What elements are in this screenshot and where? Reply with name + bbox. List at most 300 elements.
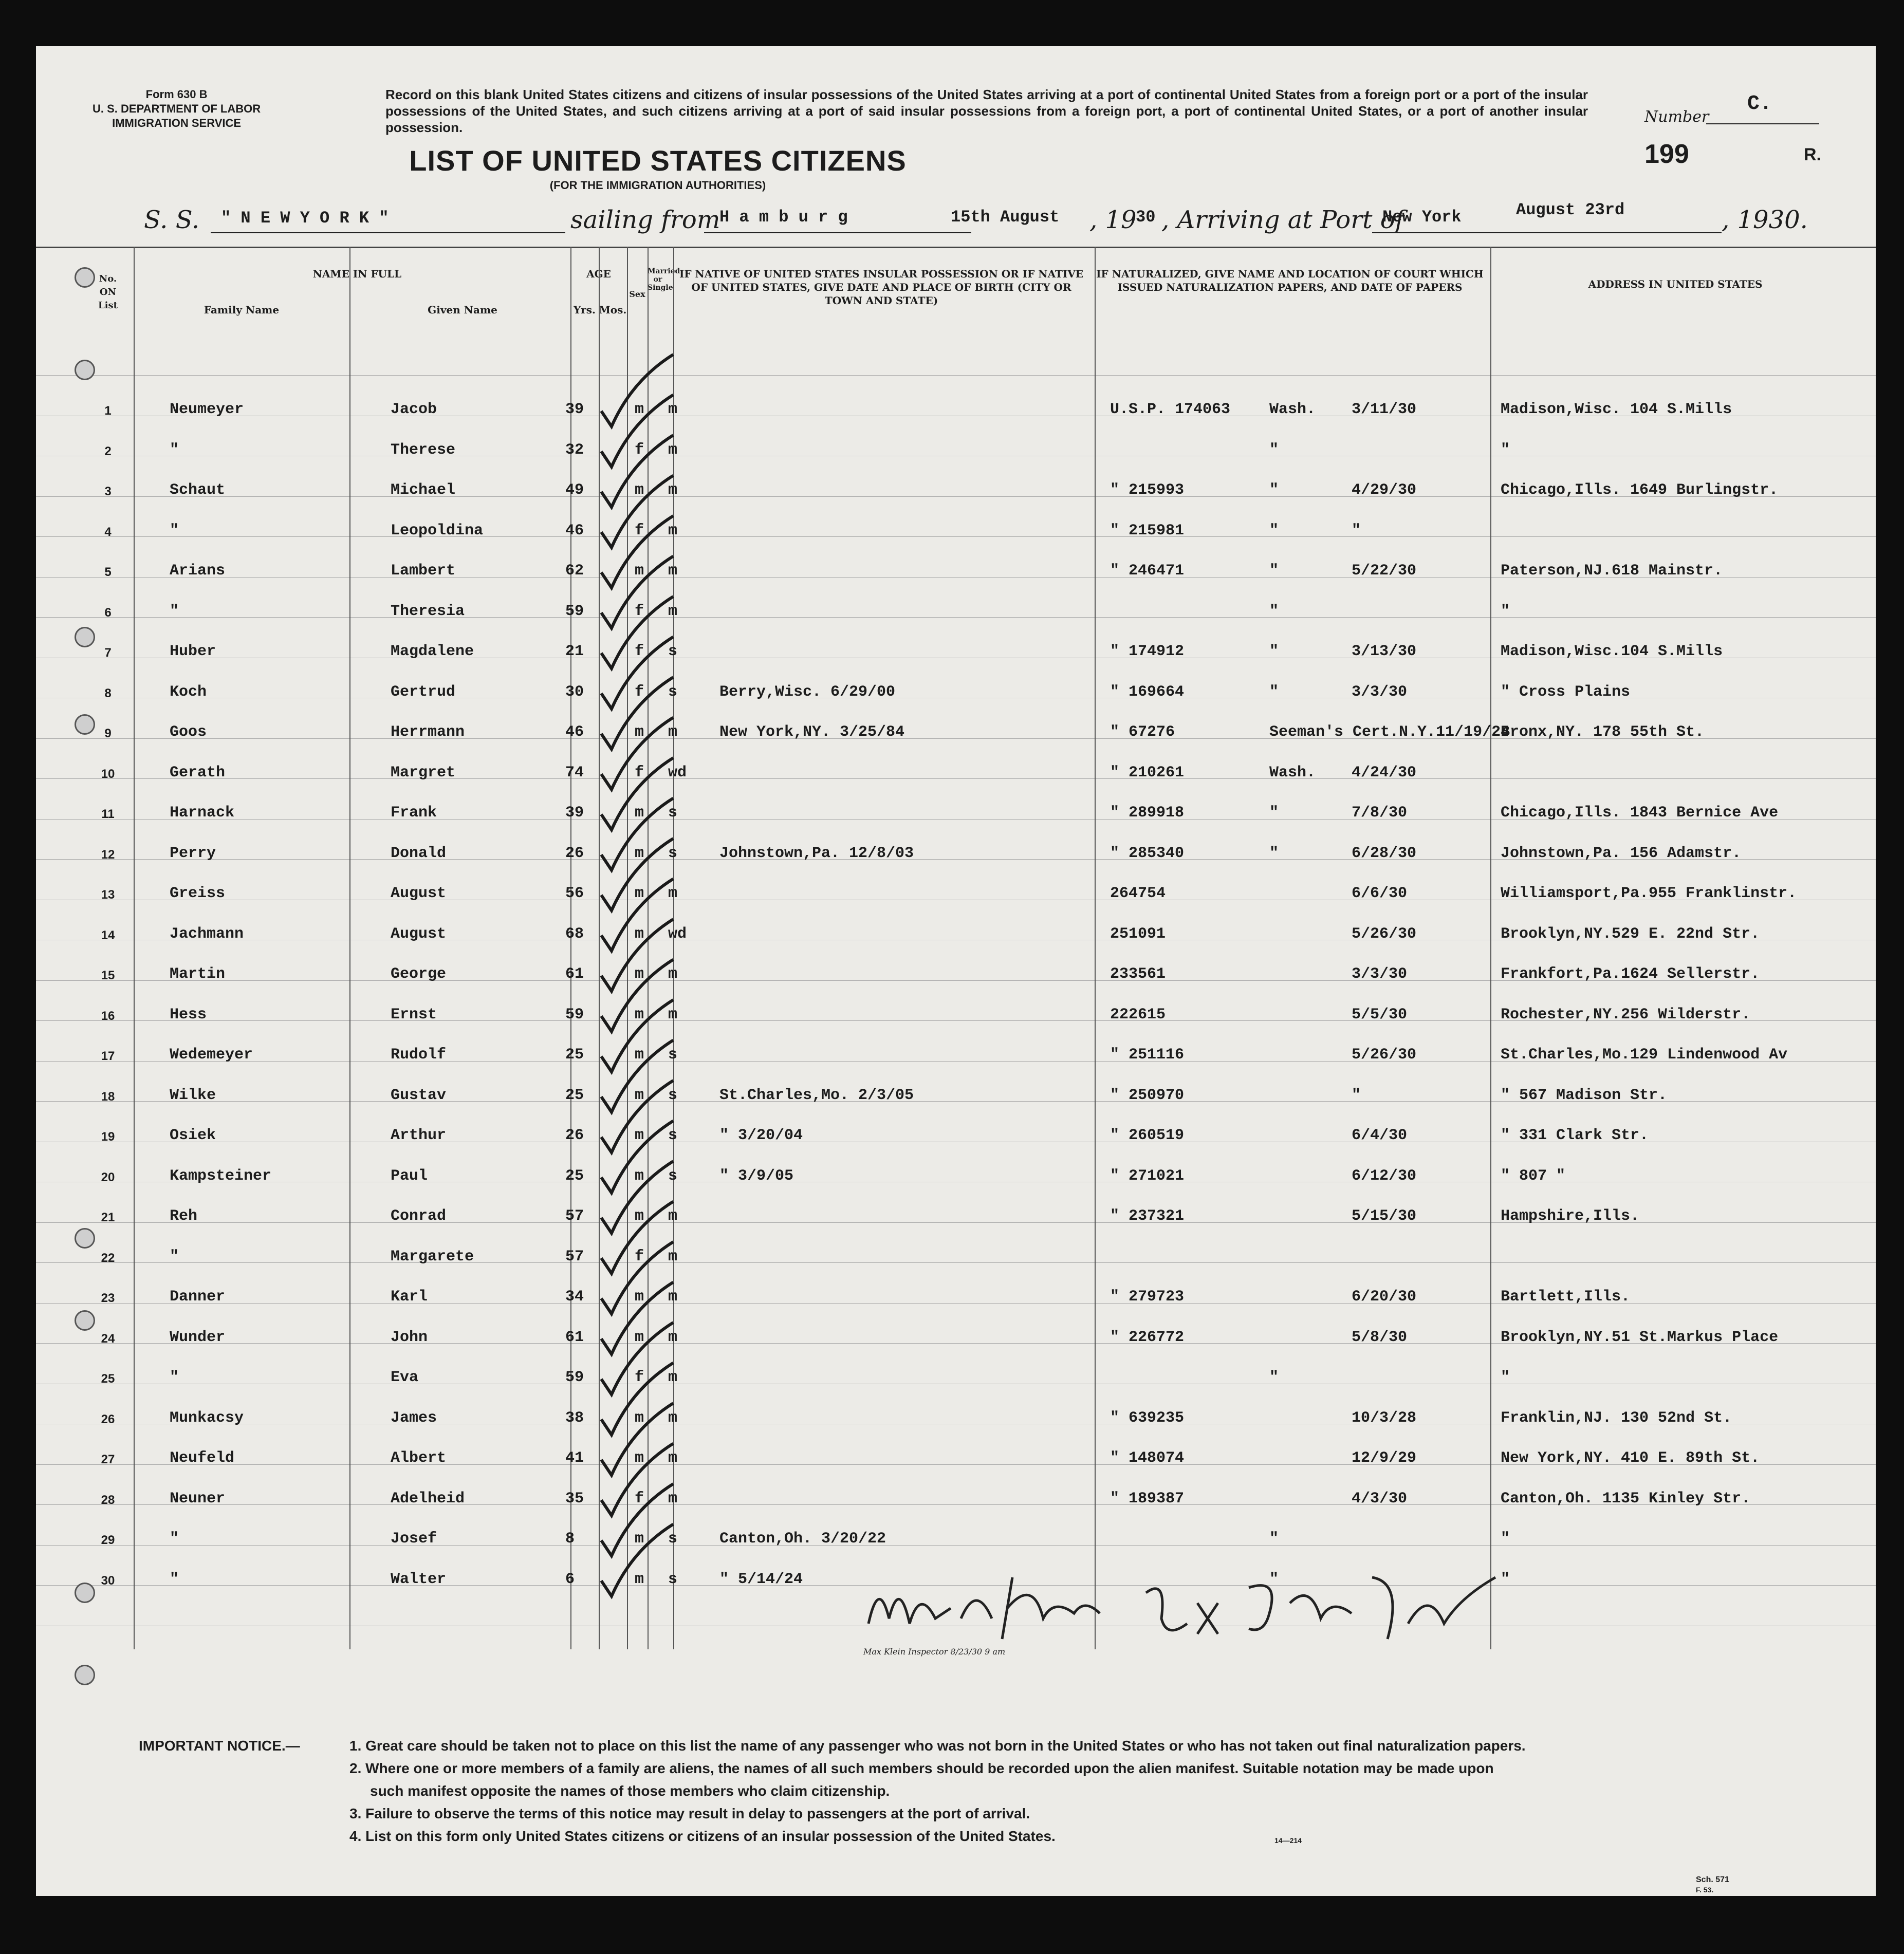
- cell-cert: " 226772: [1110, 1328, 1185, 1346]
- cell-cert: 222615: [1110, 1006, 1166, 1023]
- cell-court: ": [1269, 481, 1279, 499]
- check-mark: [601, 435, 673, 507]
- cell-no: 3: [104, 485, 112, 498]
- cell-yrs: 21: [565, 643, 584, 660]
- sailing-date: 15th August: [951, 208, 1060, 227]
- cell-cert: " 67276: [1110, 723, 1175, 741]
- cell-sex: f: [635, 683, 644, 701]
- notice-item-3: 3. Failure to observe the terms of this notice may result in delay to passengers at the port of arrival.: [349, 1806, 1030, 1821]
- header-age: AGE: [586, 268, 611, 280]
- cell-address: ": [1501, 1530, 1510, 1548]
- cell-family: Munkacsy: [170, 1409, 244, 1427]
- cell-birth: Canton,Oh. 3/20/22: [719, 1530, 886, 1548]
- cell-cert: " 639235: [1110, 1409, 1185, 1427]
- cell-ms: m: [668, 1207, 678, 1225]
- cell-given: Eva: [391, 1369, 419, 1386]
- header-given-name: Given Name: [428, 304, 497, 316]
- cell-court: ": [1269, 562, 1279, 580]
- cell-given: Therese: [391, 441, 456, 459]
- page-suffix: R.: [1804, 145, 1821, 164]
- cell-given: Walter: [391, 1570, 447, 1588]
- cell-yrs: 59: [565, 602, 584, 620]
- cell-no: 9: [104, 727, 112, 740]
- cell-ms: s: [668, 1570, 678, 1588]
- cell-family: Gerath: [170, 764, 226, 781]
- department-name: U. S. DEPARTMENT OF LABOR: [93, 102, 261, 115]
- cell-sex: m: [635, 1127, 644, 1144]
- punch-hole: [75, 360, 95, 380]
- cell-cert: " 279723: [1110, 1288, 1185, 1306]
- cell-given: George: [391, 965, 447, 983]
- cell-given: Margret: [391, 764, 456, 781]
- cell-yrs: 57: [565, 1248, 584, 1266]
- number-value: C.: [1747, 92, 1772, 116]
- cell-yrs: 39: [565, 804, 584, 822]
- check-mark: [601, 476, 673, 548]
- cell-court: ": [1269, 522, 1279, 539]
- cell-date: 6/20/30: [1352, 1288, 1417, 1306]
- schedule-form: F. 53.: [1696, 1886, 1714, 1894]
- cell-court: ": [1269, 804, 1279, 822]
- cell-date: 6/4/30: [1352, 1127, 1408, 1144]
- cell-no: 23: [101, 1291, 115, 1305]
- cell-address: Madison,Wisc. 104 S.Mills: [1501, 401, 1732, 418]
- cell-birth: New York,NY. 3/25/84: [719, 723, 905, 741]
- cell-address: Franklin,NJ. 130 52nd St.: [1501, 1409, 1732, 1427]
- cell-ms: m: [668, 481, 678, 499]
- cell-sex: m: [635, 401, 644, 418]
- cell-no: 29: [101, 1533, 115, 1547]
- cell-birth: St.Charles,Mo. 2/3/05: [719, 1086, 914, 1104]
- cell-ms: s: [668, 683, 678, 701]
- cell-family: Perry: [170, 844, 216, 862]
- header-married: Married or Single: [648, 267, 680, 292]
- check-mark: [601, 1524, 673, 1596]
- schedule-number: Sch. 571: [1696, 1875, 1729, 1884]
- cell-no: 2: [104, 444, 112, 458]
- cell-family: ": [170, 1369, 179, 1386]
- cell-family: Jachmann: [170, 925, 244, 943]
- cell-family: Arians: [170, 562, 226, 580]
- notice-item-4: 4. List on this form only United States citizens or citizens of an insular possession of the United States.: [349, 1828, 1056, 1844]
- cell-sex: m: [635, 1086, 644, 1104]
- page-title: LIST OF UNITED STATES CITIZENS: [409, 144, 907, 177]
- check-mark: [601, 516, 673, 588]
- punch-hole: [75, 1228, 95, 1249]
- cell-ms: m: [668, 441, 678, 459]
- cell-yrs: 57: [565, 1207, 584, 1225]
- cell-no: 15: [101, 969, 115, 982]
- cell-ms: m: [668, 1409, 678, 1427]
- cell-cert: U.S.P. 174063: [1110, 401, 1231, 418]
- cell-sex: m: [635, 965, 644, 983]
- cell-given: James: [391, 1409, 437, 1427]
- cell-address: Paterson,NJ.618 Mainstr.: [1501, 562, 1723, 580]
- cell-no: 30: [101, 1573, 115, 1588]
- cell-ms: m: [668, 1248, 678, 1266]
- cell-given: Albert: [391, 1449, 447, 1467]
- cell-ms: m: [668, 602, 678, 620]
- cell-sex: m: [635, 1449, 644, 1467]
- cell-no: 8: [104, 686, 112, 700]
- check-mark: [601, 597, 673, 668]
- cell-no: 6: [104, 605, 112, 620]
- check-mark: [601, 1000, 673, 1072]
- check-mark: [601, 879, 673, 951]
- cell-yrs: 61: [565, 965, 584, 983]
- cell-yrs: 61: [565, 1328, 584, 1346]
- cell-sex: m: [635, 1167, 644, 1185]
- cell-yrs: 26: [565, 844, 584, 862]
- cell-date: 3/3/30: [1352, 683, 1408, 701]
- cell-sex: m: [635, 562, 644, 580]
- check-mark: [601, 395, 673, 467]
- cell-family: Martin: [170, 965, 226, 983]
- cell-birth: Berry,Wisc. 6/29/00: [719, 683, 896, 701]
- header-no: No. ON List: [98, 273, 118, 311]
- cell-yrs: 35: [565, 1490, 584, 1508]
- cell-ms: wd: [668, 925, 687, 943]
- cell-family: Danner: [170, 1288, 226, 1306]
- cell-cert: " 289918: [1110, 804, 1185, 822]
- cell-address: " 331 Clark Str.: [1501, 1127, 1649, 1144]
- cell-ms: s: [668, 1086, 678, 1104]
- check-mark: [601, 1202, 673, 1274]
- cell-date: 5/5/30: [1352, 1006, 1408, 1023]
- cell-no: 26: [101, 1412, 115, 1426]
- cell-ms: s: [668, 1167, 678, 1185]
- cell-cert: " 169664: [1110, 683, 1185, 701]
- header-family-name: Family Name: [204, 304, 280, 316]
- cell-given: Donald: [391, 844, 447, 862]
- cell-given: Josef: [391, 1530, 437, 1548]
- cell-date: 5/22/30: [1352, 562, 1417, 580]
- cell-sex: m: [635, 1207, 644, 1225]
- cell-address: Bartlett,Ills.: [1501, 1288, 1631, 1306]
- cell-ms: m: [668, 885, 678, 902]
- cell-yrs: 41: [565, 1449, 584, 1467]
- check-mark: [601, 637, 673, 709]
- cell-address: Canton,Oh. 1135 Kinley Str.: [1501, 1490, 1751, 1508]
- cell-birth: " 5/14/24: [719, 1570, 803, 1588]
- cell-ms: s: [668, 1530, 678, 1548]
- cell-yrs: 8: [565, 1530, 575, 1548]
- cell-ms: m: [668, 1449, 678, 1467]
- cell-date: 5/15/30: [1352, 1207, 1417, 1225]
- cell-ms: wd: [668, 764, 687, 781]
- cell-no: 13: [101, 888, 115, 902]
- print-code: 14—214: [1274, 1836, 1302, 1845]
- cell-ms: m: [668, 522, 678, 539]
- cell-given: Leopoldina: [391, 522, 484, 539]
- cell-family: Greiss: [170, 885, 226, 902]
- inspector-signature: [858, 1547, 1506, 1660]
- form-number: Form 630 B: [145, 88, 208, 101]
- header-yrs: Yrs.: [573, 304, 596, 316]
- cell-date: 6/12/30: [1352, 1167, 1417, 1185]
- cell-sex: m: [635, 1328, 644, 1346]
- sailing-label: sailing from: [570, 206, 720, 234]
- cell-given: August: [391, 925, 447, 943]
- cell-yrs: 30: [565, 683, 584, 701]
- check-mark: [601, 1121, 673, 1193]
- cell-yrs: 39: [565, 401, 584, 418]
- cell-given: Gertrud: [391, 683, 456, 701]
- cell-sex: m: [635, 1409, 644, 1427]
- arriving-label: , Arriving at Port of: [1161, 206, 1404, 234]
- check-mark: [601, 355, 673, 426]
- header-address: ADDRESS IN UNITED STATES: [1588, 278, 1763, 290]
- cell-ms: s: [668, 643, 678, 660]
- cell-sex: m: [635, 1046, 644, 1064]
- cell-given: Gustav: [391, 1086, 447, 1104]
- cell-date: 4/24/30: [1352, 764, 1417, 781]
- cell-ms: s: [668, 844, 678, 862]
- cell-address: " 567 Madison Str.: [1501, 1086, 1668, 1104]
- cell-given: Lambert: [391, 562, 456, 580]
- cell-sex: f: [635, 602, 644, 620]
- number-label: Number: [1644, 108, 1709, 126]
- cell-no: 12: [101, 847, 115, 862]
- check-mark: [601, 718, 673, 790]
- cell-sex: m: [635, 1530, 644, 1548]
- cell-cert: " 215981: [1110, 522, 1185, 539]
- cell-date: 12/9/29: [1352, 1449, 1417, 1467]
- sailing-year: 30: [1136, 208, 1156, 227]
- cell-address: " 807 ": [1501, 1167, 1566, 1185]
- ss-label: S. S.: [144, 206, 200, 234]
- cell-no: 5: [104, 565, 112, 579]
- notice-label: IMPORTANT NOTICE.—: [139, 1738, 300, 1754]
- cell-sex: m: [635, 844, 644, 862]
- manifest-page: [36, 46, 1876, 1896]
- notice-item-2-cont: such manifest opposite the names of those members who claim citizenship.: [370, 1783, 890, 1799]
- punch-hole: [75, 267, 95, 288]
- cell-sex: m: [635, 885, 644, 902]
- cell-yrs: 46: [565, 522, 584, 539]
- cell-cert: " 174912: [1110, 643, 1185, 660]
- cell-yrs: 25: [565, 1046, 584, 1064]
- cell-court: ": [1269, 1530, 1279, 1548]
- cell-cert: " 251116: [1110, 1046, 1185, 1064]
- cell-sex: m: [635, 925, 644, 943]
- check-mark: [601, 960, 673, 1032]
- record-instructions: Record on this blank United States citizens and citizens of insular possessions of the United States arriving at a port of continental United States from a foreign port or a port of the insular possessions of the United States, and such citizens arriving at a port of said insular possessions from a foreign port, a port of continental United States, or a port of another insular possession.: [385, 87, 1588, 135]
- punch-hole: [75, 627, 95, 647]
- cell-yrs: 68: [565, 925, 584, 943]
- cell-given: Frank: [391, 804, 437, 822]
- cell-given: August: [391, 885, 447, 902]
- cell-cert: 251091: [1110, 925, 1166, 943]
- cell-address: Brooklyn,NY.529 E. 22nd Str.: [1501, 925, 1760, 943]
- cell-court: ": [1269, 441, 1279, 459]
- cell-sex: f: [635, 441, 644, 459]
- cell-cert: " 210261: [1110, 764, 1185, 781]
- header-native: IF NATIVE OF UNITED STATES INSULAR POSSESSION OR IF NATIVE OF UNITED STATES, GIVE DATE AND PLACE OF BIRTH (CITY OR TOWN AND STATE): [679, 268, 1083, 307]
- cell-sex: m: [635, 804, 644, 822]
- cell-yrs: 38: [565, 1409, 584, 1427]
- cell-address: Williamsport,Pa.955 Franklinstr.: [1501, 885, 1797, 902]
- cell-family: ": [170, 522, 179, 539]
- cell-no: 7: [104, 646, 112, 660]
- cell-date: 5/8/30: [1352, 1328, 1408, 1346]
- cell-cert: " 189387: [1110, 1490, 1185, 1508]
- cell-sex: m: [635, 481, 644, 499]
- cell-family: Osiek: [170, 1127, 216, 1144]
- cell-cert: 233561: [1110, 965, 1166, 983]
- cell-cert: " 260519: [1110, 1127, 1185, 1144]
- cell-ms: s: [668, 804, 678, 822]
- cell-family: Reh: [170, 1207, 198, 1225]
- cell-court: ": [1269, 1570, 1279, 1588]
- check-mark: [601, 1040, 673, 1112]
- cell-family: ": [170, 1570, 179, 1588]
- cell-ms: s: [668, 1127, 678, 1144]
- cell-sex: f: [635, 1490, 644, 1508]
- cell-address: Johnstown,Pa. 156 Adamstr.: [1501, 844, 1742, 862]
- cell-family: Huber: [170, 643, 216, 660]
- cell-yrs: 49: [565, 481, 584, 499]
- cell-no: 18: [101, 1089, 115, 1104]
- cell-court: ": [1269, 683, 1279, 701]
- cell-court: ": [1269, 602, 1279, 620]
- year-prefix: , 19: [1089, 206, 1137, 234]
- cell-given: Herrmann: [391, 723, 465, 741]
- cell-no: 4: [104, 525, 112, 539]
- cell-family: Schaut: [170, 481, 226, 499]
- cell-court: ": [1269, 844, 1279, 862]
- punch-hole: [75, 1583, 95, 1603]
- cell-no: 14: [101, 928, 115, 942]
- cell-yrs: 25: [565, 1086, 584, 1104]
- check-mark: [601, 1403, 673, 1475]
- cell-cert: 264754: [1110, 885, 1166, 902]
- cell-given: Ernst: [391, 1006, 437, 1023]
- check-mark: [601, 919, 673, 991]
- cell-address: Bronx,NY. 178 55th St.: [1501, 723, 1705, 741]
- cell-date: 7/8/30: [1352, 804, 1408, 822]
- cell-given: Magdalene: [391, 643, 474, 660]
- check-mark: [601, 677, 673, 749]
- cell-address: Hampshire,Ills.: [1501, 1207, 1640, 1225]
- cell-family: Neufeld: [170, 1449, 235, 1467]
- cell-date: 3/3/30: [1352, 965, 1408, 983]
- cell-given: Theresia: [391, 602, 465, 620]
- port-to: New York: [1382, 208, 1462, 227]
- cell-family: Neumeyer: [170, 401, 244, 418]
- cell-yrs: 56: [565, 885, 584, 902]
- cell-no: 25: [101, 1372, 115, 1386]
- cell-ms: s: [668, 1046, 678, 1064]
- cell-given: Michael: [391, 481, 456, 499]
- cell-court: ": [1269, 1369, 1279, 1386]
- punch-hole: [75, 1665, 95, 1685]
- cell-ms: m: [668, 562, 678, 580]
- cell-given: Karl: [391, 1288, 428, 1306]
- cell-sex: f: [635, 643, 644, 660]
- cell-yrs: 25: [565, 1167, 584, 1185]
- cell-sex: m: [635, 723, 644, 741]
- page-number: 199: [1644, 139, 1689, 169]
- header-name-in-full: NAME IN FULL: [312, 268, 402, 280]
- cell-family: Kampsteiner: [170, 1167, 272, 1185]
- check-mark: [601, 1444, 673, 1516]
- cell-date: ": [1352, 1086, 1361, 1104]
- cell-ms: m: [668, 1006, 678, 1023]
- cell-sex: f: [635, 1248, 644, 1266]
- cell-address: ": [1501, 602, 1510, 620]
- cell-birth: Johnstown,Pa. 12/8/03: [719, 844, 914, 862]
- cell-date: 4/3/30: [1352, 1490, 1408, 1508]
- cell-address: Frankfort,Pa.1624 Sellerstr.: [1501, 965, 1760, 983]
- cell-no: 11: [101, 807, 115, 821]
- cell-date: 3/11/30: [1352, 401, 1417, 418]
- cell-date: 3/13/30: [1352, 643, 1417, 660]
- cell-date: 4/29/30: [1352, 481, 1417, 499]
- header-naturalized: IF NATURALIZED, GIVE NAME AND LOCATION OF COURT WHICH ISSUED NATURALIZATION PAPERS, AND DATE OF PAPERS: [1096, 268, 1484, 293]
- page-subtitle: (FOR THE IMMIGRATION AUTHORITIES): [549, 179, 766, 192]
- cell-family: ": [170, 1530, 179, 1548]
- check-mark: [601, 1081, 673, 1152]
- cell-no: 17: [101, 1049, 115, 1063]
- cell-yrs: 74: [565, 764, 584, 781]
- arrival-year: , 1930.: [1722, 206, 1808, 234]
- cell-family: ": [170, 441, 179, 459]
- cell-birth: " 3/9/05: [719, 1167, 794, 1185]
- cell-given: Conrad: [391, 1207, 447, 1225]
- header-sex: Sex: [629, 289, 645, 299]
- cell-address: ": [1501, 441, 1510, 459]
- cell-family: Koch: [170, 683, 207, 701]
- cell-sex: f: [635, 522, 644, 539]
- cell-ms: m: [668, 723, 678, 741]
- cell-no: 22: [101, 1251, 115, 1265]
- check-mark: [601, 1242, 673, 1314]
- cell-given: Arthur: [391, 1127, 447, 1144]
- cell-given: Adelheid: [391, 1490, 465, 1508]
- cell-cert: " 237321: [1110, 1207, 1185, 1225]
- punch-hole: [75, 1310, 95, 1331]
- header-mos: Mos.: [599, 304, 627, 316]
- cell-no: 16: [101, 1009, 115, 1023]
- cell-no: 20: [101, 1170, 115, 1184]
- cell-no: 24: [101, 1331, 115, 1346]
- cell-address: Rochester,NY.256 Wilderstr.: [1501, 1006, 1751, 1023]
- cell-no: 10: [101, 767, 115, 781]
- cell-court: Wash.: [1269, 764, 1316, 781]
- cell-no: 27: [101, 1453, 115, 1466]
- cell-sex: f: [635, 1369, 644, 1386]
- cell-family: Wunder: [170, 1328, 226, 1346]
- svg-text:Max Klein Inspector 8/23/30 9: Max Klein Inspector 8/23/30 9 am: [863, 1647, 1006, 1657]
- cell-date: ": [1352, 522, 1361, 539]
- cell-no: 28: [101, 1493, 115, 1507]
- cell-address: Brooklyn,NY.51 St.Markus Place: [1501, 1328, 1779, 1346]
- cell-sex: m: [635, 1006, 644, 1023]
- arrival-date: August 23rd: [1516, 200, 1625, 219]
- cell-court: Wash.: [1269, 401, 1316, 418]
- cell-date: 6/28/30: [1352, 844, 1417, 862]
- check-mark: [601, 1282, 673, 1354]
- check-mark: [601, 798, 673, 870]
- check-mark: [601, 758, 673, 830]
- cell-address: New York,NY. 410 E. 89th St.: [1501, 1449, 1760, 1467]
- cell-yrs: 46: [565, 723, 584, 741]
- cell-address: ": [1501, 1369, 1510, 1386]
- cell-family: ": [170, 602, 179, 620]
- service-name: IMMIGRATION SERVICE: [112, 117, 242, 129]
- check-mark: [601, 1484, 673, 1556]
